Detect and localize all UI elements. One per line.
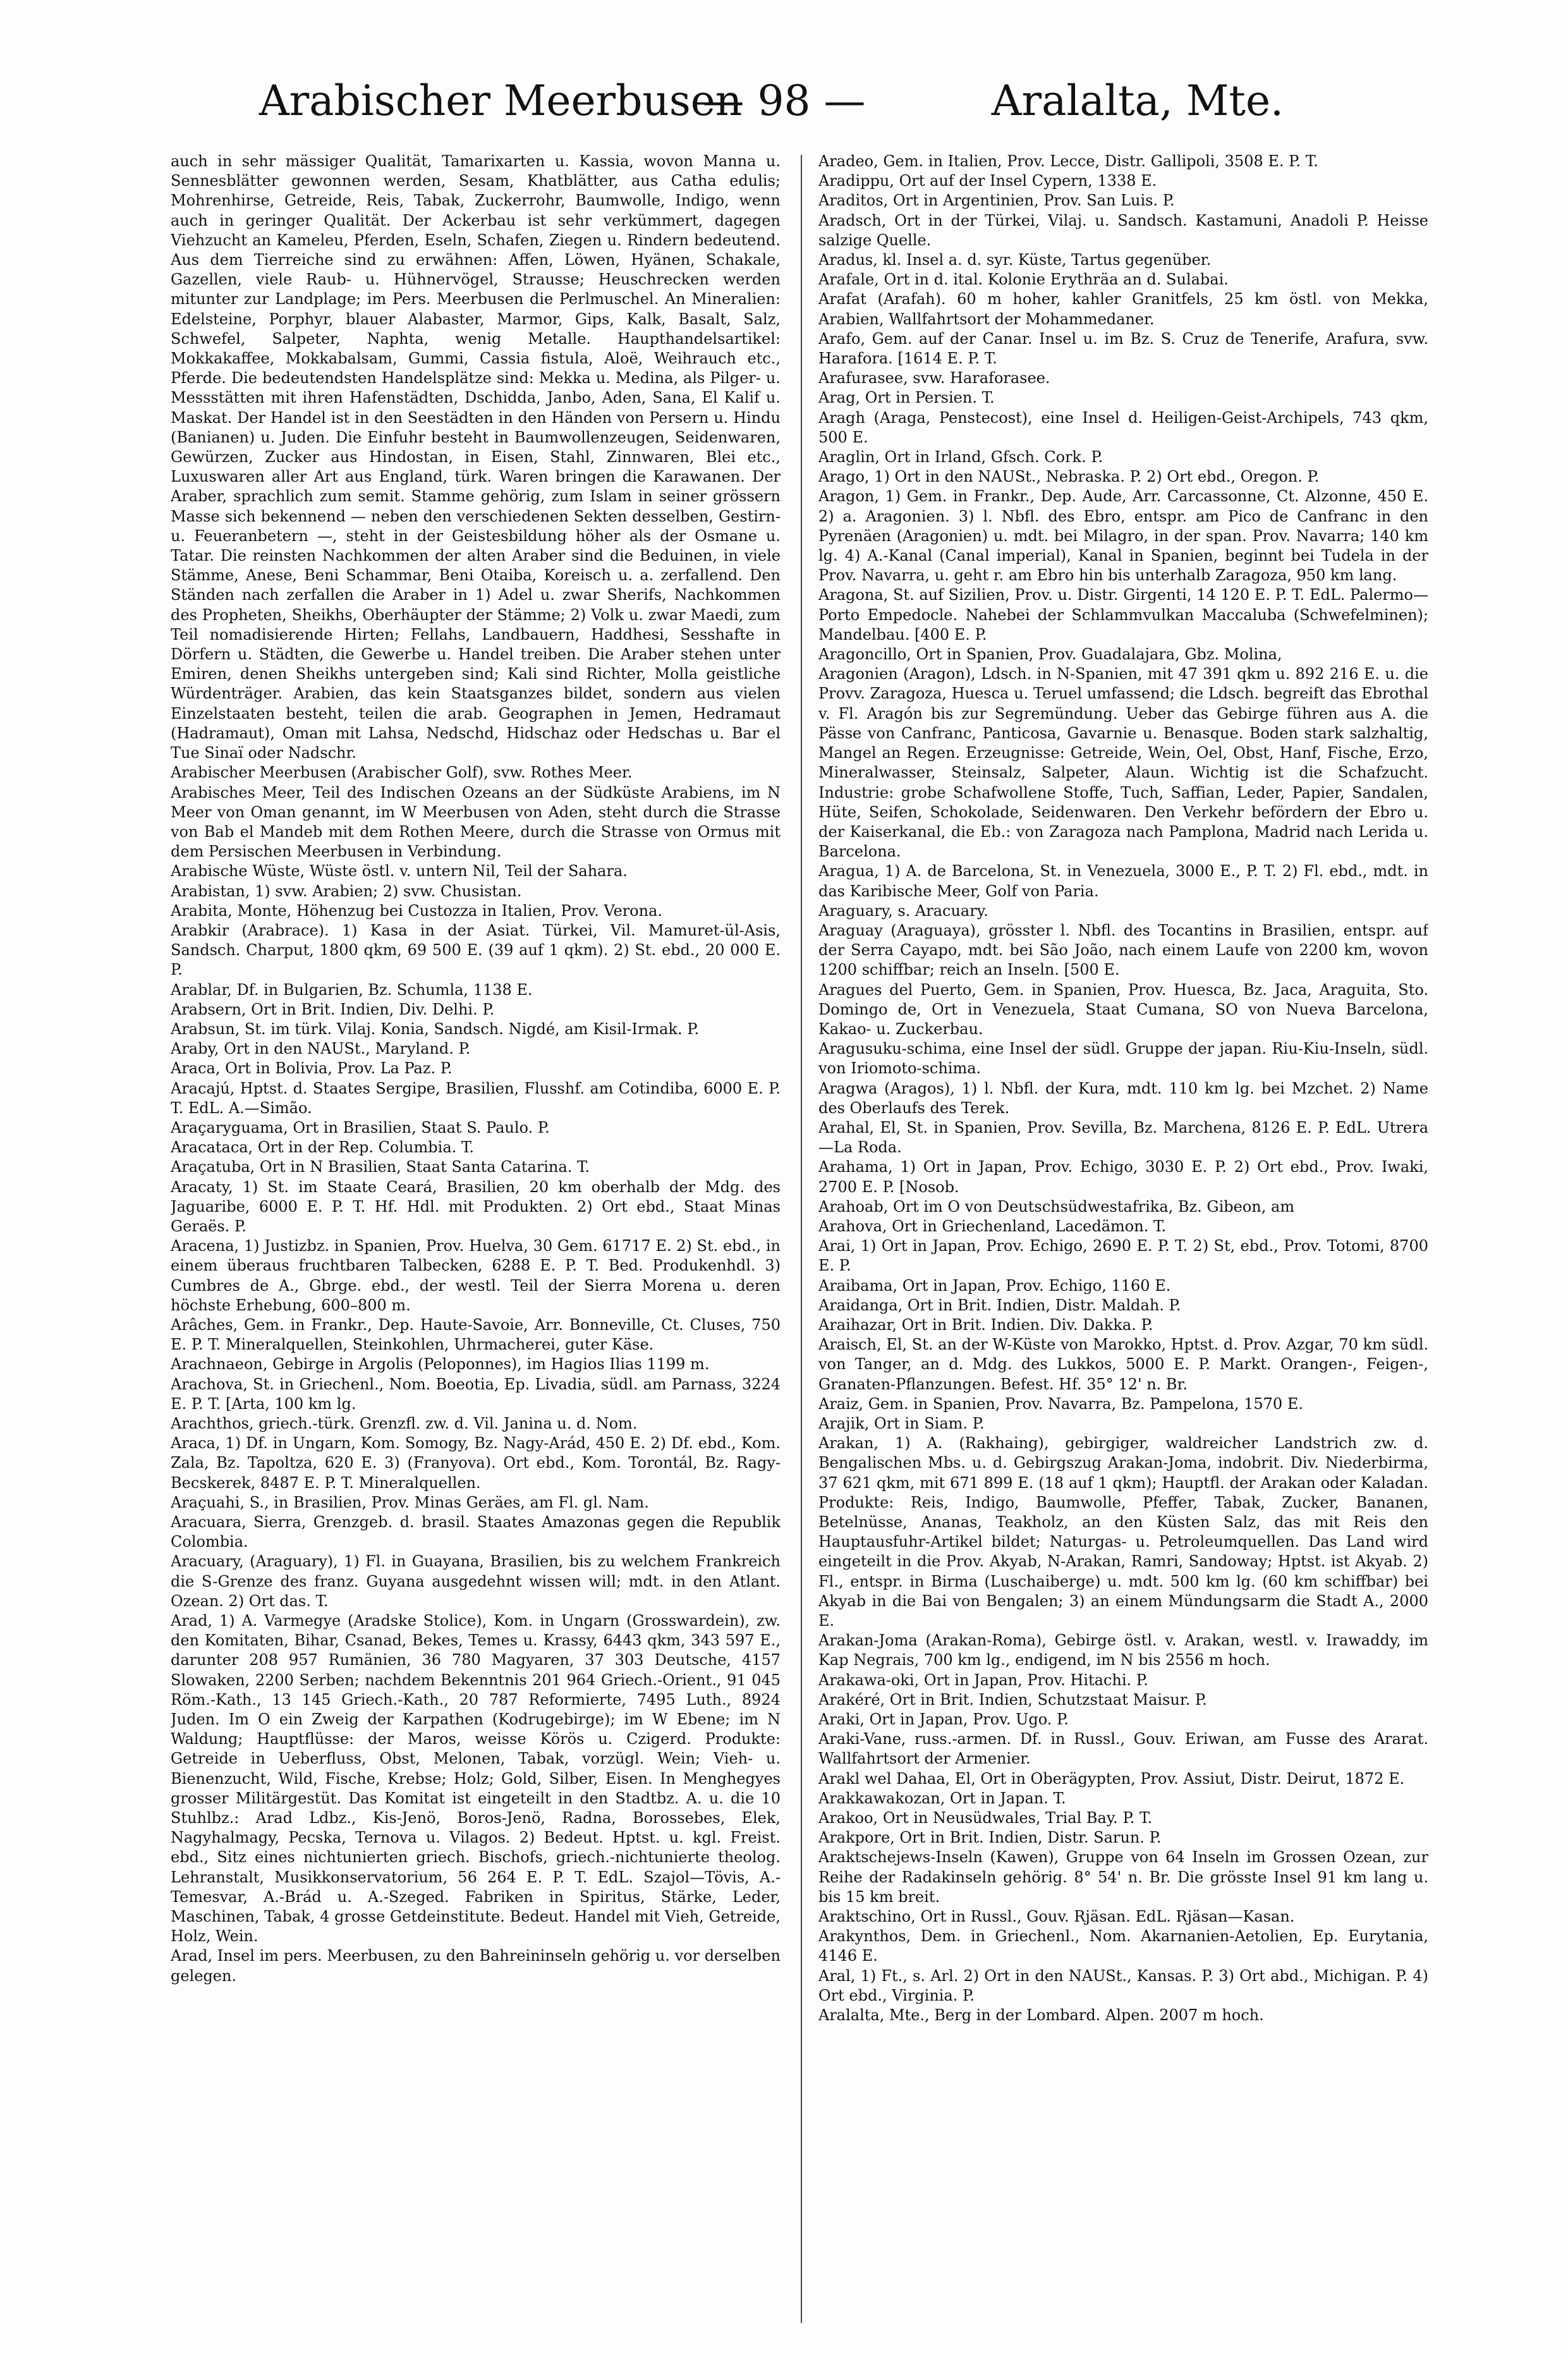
left-column (171, 152, 781, 2339)
dictionary-entry: Arakan, 1) A. (Rakhaing), gebirgiger, waldreicher Landstrich zw. d. Bengalischen Mbs. u. d. Gebirgszug Arakan-Joma, indobrit. Div. Niederbirma, 37 621 qkm, mit 671 899 E. (18 auf 1 qkm); Hauptfl. der Arakan oder Kaladan. Produkte: Reis, Indigo, Baumwolle, Pfeffer, Tabak, Zucker, Bananen, Betelnüsse, Ananas, Teakholz, an den Küsten Salz, das mit Reis den Hauptausfuhr-Artikel bildet; Naturgas- u. Petroleumquellen. Das Land wird eingeteilt in die Prov. Akyab, N-Arakan, Ramri, Sandoway; Hptst. ist Akyab. 2) Fl., entspr. in Birma (Luschaiberge) u. mdt. 500 km lg. (60 km schiffbar) bei Akyab in die Bai von Bengalen; 3) an einem Mündungsarm die Stadt A., 2000 E. (818, 1434, 1428, 1630)
dictionary-entry: Arahal, El, St. in Spanien, Prov. Sevilla, Bz. Marchena, 8126 E. P. EdL. Utrera—La Roda. (818, 1118, 1428, 1157)
dictionary-entry: Araguay (Araguaya), grösster l. Nbfl. des Tocantins in Brasilien, entspr. auf der Serra Cayapo, mdt. bei São João, nach einem Laufe von 2200 km, wovon 1200 schiffbar; reich an Inseln. [500 E. (818, 921, 1428, 979)
dictionary-entry: auch in sehr mässiger Qualität, Tamarixarten u. Kassia, wovon Manna u. Sennesblätter gewonnen werden, Sesam, Khatblätter, aus Catha edulis; Mohrenhirse, Getreide, Reis, Tabak, Zuckerrohr, Baumwolle, Indigo, wenn auch in geringer Qualität. Der Ackerbau ist sehr verkümmert, dagegen Viehzucht an Kameleu, Pferden, Eseln, Schafen, Ziegen u. Rindern bedeutend. Aus dem Tierreiche sind zu erwähnen: Affen, Löwen, Hyänen, Schakale, Gazellen, viele Raub- u. Hühnervögel, Strausse; Heuschrecken werden mitunter zur Landplage; im Pers. Meerbusen die Perlmuschel. An Mineralien: Edelsteine, Porphyr, blauer Alabaster, Marmor, Gips, Kalk, Basalt, Salz, Schwefel, Salpeter, Naphta, wenig Metalle. Haupthandelsartikel: Mokkakaffee, Mokkabalsam, Gummi, Cassia fistula, Aloë, Weihrauch etc., Pferde. Die bedeutendsten Handelsplätze sind: Mekka u. Medina, als Pilger- u. Messstätten mit ihren Hafenstädten, Dschidda, Janbo, Aden, Sana, El Kalif u. Maskat. Der Handel ist in den Seestädten in den Händen von Persern u. Hindu (Banianen) u. Juden. Die Einfuhr besteht in Baumwollenzeugen, Seidenwaren, Gewürzen, Zucker aus Hindostan, in Eisen, Stahl, Zinnwaren, Blei etc., Luxuswaren aller Art aus England, türk. Waren bringen die Karawanen. Der Araber, sprachlich zum semit. Stamme gehörig, zum Islam in seiner grössern Masse sich bekennend — neben den verschiedenen Sekten desselben, Gestirn- u. Feueranbetern —, steht in der Geistesbildung höher als der Osmane u. Tatar. Die reinsten Nachkommen der alten Araber sind die Beduinen, in viele Stämme, Anese, Beni Schammar, Beni Otaiba, Koreisch u. a. zerfallend. Den Ständen nach zerfallen die Araber in 1) Adel u. zwar Sherifs, Nachkommen des Propheten, Sheikhs, Oberhäupter der Stämme; 2) Volk u. zwar Maedi, zum Teil nomadisierende Hirten; Fellahs, Landbauern, Haddhesi, Sesshafte in Dörfern u. Städten, die Gewerbe u. Handel treiben. Die Araber stehen unter Emiren, denen Sheikhs untergeben sind; Kali sind Richter, Molla geistliche Würdenträger. Arabien, das kein Staatsganzes bildet, sondern aus vielen Einzelstaaten besteht, teilen die arab. Geographen in Jemen, Hedramaut (Hadramaut), Oman mit Lahsa, Nedschd, Hidschaz oder Hedschas u. Bar el Tue Sinaï oder Nadschr. (171, 152, 781, 762)
dictionary-entry: Aralalta, Mte., Berg in der Lombard. Alpen. 2007 m hoch. (818, 2006, 1264, 2025)
dictionary-entry: Arabita, Monte, Höhenzug bei Custozza in Italien, Prov. Verona. (171, 901, 663, 920)
dictionary-entry: Arafat (Arafah). 60 m hoher, kahler Granitfels, 25 km östl. von Mekka, Arabien, Wallfahrtsort der Mohammedaner. (818, 290, 1428, 328)
dictionary-entry: Araca, 1) Df. in Ungarn, Kom. Somogy, Bz. Nagy-Arád, 450 E. 2) Df. ebd., Kom. Zala, Bz. Tapoltza, 620 E. 3) (Franyova). Ort ebd., Kom. Torontál, Bz. Ragy-Becskerek, 8487 E. P. T. Mineralquellen. (171, 1434, 781, 1492)
dictionary-entry: Arakpore, Ort in Brit. Indien, Distr. Sarun. P. (818, 1829, 1162, 1847)
dictionary-entry: Araki, Ort in Japan, Prov. Ugo. P. (818, 1710, 1069, 1729)
header-left-catchword: Arabischer Meerbusen (259, 76, 743, 125)
dictionary-entry: Aragoncillo, Ort in Spanien, Prov. Guadalajara, Gbz. Molina, (818, 645, 1282, 664)
dictionary-entry: Arachova, St. in Griechenl., Nom. Boeotia, Ep. Livadia, südl. am Parnass, 3224 E. P. T. [Arta, 100 km lg. (171, 1375, 781, 1413)
dictionary-entry: Aracataca, Ort in der Rep. Columbia. T. (171, 1138, 474, 1157)
dictionary-entry: Arâches, Gem. in Frankr., Dep. Haute-Savoie, Arr. Bonneville, Ct. Cluses, 750 E. P. T. Mineralquellen, Steinkohlen, Uhrmacherei, guter Käse. (171, 1315, 781, 1354)
dictionary-entry: Araglin, Ort in Irland, Gfsch. Cork. P. (818, 448, 1103, 466)
dictionary-entry: Arabistan, 1) svw. Arabien; 2) svw. Chusistan. (171, 882, 522, 900)
dictionary-entry: Aragusuku-schima, eine Insel der südl. Gruppe der japan. Riu-Kiu-Inseln, südl. von Iriomoto-schima. (818, 1040, 1428, 1078)
dictionary-entry: Aracena, 1) Justizbz. in Spanien, Prov. Huelva, 30 Gem. 61717 E. 2) St. ebd., in einem überaus fruchtbaren Talbecken, 6288 E. P. T. Bed. Produkenhdl. 3) Cumbres de A., Gbrge. ebd., der westl. Teil der Sierra Morena u. deren höchste Erhebung, 600–800 m. (171, 1237, 781, 1314)
page-number: — 98 — (702, 76, 866, 125)
dictionary-entry: Arachnaeon, Gebirge in Argolis (Peloponnes), im Hagios Ilias 1199 m. (171, 1355, 710, 1374)
dictionary-entry: Araditos, Ort in Argentinien, Prov. San Luis. P. (818, 192, 1175, 210)
dictionary-entry: Aragwa (Aragos), 1) l. Nbfl. der Kura, mdt. 110 km lg. bei Mzchet. 2) Name des Oberlaufs des Terek. (818, 1079, 1428, 1117)
dictionary-entry: Aral, 1) Ft., s. Arl. 2) Ort in den NAUSt., Kansas. P. 3) Ort abd., Michigan. P. 4) Ort ebd., Virginia. P. (818, 1966, 1428, 2004)
dictionary-entry: Arahama, 1) Ort in Japan, Prov. Echigo, 3030 E. P. 2) Ort ebd., Prov. Iwaki, 2700 E. P. [Nosob. (818, 1158, 1428, 1196)
dictionary-entry: Aragon, 1) Gem. in Frankr., Dep. Aude, Arr. Carcassonne, Ct. Alzonne, 450 E. 2) a. Aragonien. 3) l. Nbfl. des Ebro, entspr. am Pico de Canfranc in den Pyrenäen (Aragonien) u. mdt. bei Milagro, in der span. Prov. Navarra; 140 km lg. 4) A.-Kanal (Canal imperial), Kanal in Spanien, beginnt bei Tudela in der Prov. Navarra, u. geht r. am Ebro hin bis unterhalb Zaragoza, 950 km lang. (818, 487, 1428, 585)
dictionary-entry: Arabische Wüste, Wüste östl. v. untern Nil, Teil der Sahara. (171, 862, 628, 881)
dictionary-entry: Aradeo, Gem. in Italien, Prov. Lecce, Distr. Gallipoli, 3508 E. P. T. (818, 152, 1318, 170)
dictionary-entry: Arago, 1) Ort in den NAUSt., Nebraska. P. 2) Ort ebd., Oregon. P. (818, 468, 1320, 486)
dictionary-entry: Araby, Ort in den NAUSt., Maryland. P. (171, 1040, 471, 1058)
right-column (818, 152, 1428, 2339)
dictionary-entry: Araguary, s. Aracuary. (818, 901, 988, 920)
text-columns (171, 152, 1435, 2339)
dictionary-entry: Arad, 1) A. Varmegye (Aradske Stolice), Kom. in Ungarn (Grosswardein), zw. den Komitaten, Bihar, Csanad, Bekes, Temes u. Krassy, 6443 qkm, 343 597 E., darunter 208 957 Rumänien, 36 780 Magyaren, 37 303 Deutsche, 4157 Slowaken, 2200 Serben; nachdem Bekenntnis 201 964 Griech.-Orient., 91 045 Röm.-Kath., 13 145 Griech.-Kath., 20 787 Reformierte, 7495 Luth., 8924 Juden. Im O ein Zweig der Karpathen (Kodrugebirge); im W Ebene; im N Waldung; Hauptflüsse: der Maros, weisse Körös u. Czigerd. Produkte: Getreide in Ueberfluss, Obst, Melonen, Tabak, vorzügl. Wein; Vieh- u. Bienenzucht, Wild, Fische, Krebse; Holz; Gold, Silber, Eisen. In Menghegyes grosser Militärgestüt. Das Komitat ist eingeteilt in den Stadtbz. A. u. die 10 Stuhlbz.: Arad Ldbz., Kis-Jenö, Boros-Jenö, Radna, Borossebes, Elek, Nagyhalmagy, Pecska, Ternova u. Vilagos. 2) Bedeut. Hptst. u. kgl. Freist. ebd., Sitz eines nichtunierten griech. Bischofs, griech.-nichtunierte theolog. Lehranstalt, Musikkonservatorium, 56 264 E. P. T. EdL. Szajol—Tövis, A.-Temesvar, A.-Brád u. A.-Szeged. Fabriken in Spiritus, Stärke, Leder, Maschinen, Tabak, 4 grosse Getdeinstitute. Bedeut. Handel mit Vieh, Getreide, Holz, Wein. (171, 1612, 781, 1946)
dictionary-entry: Araktschino, Ort in Russl., Gouv. Rjäsan. EdL. Rjäsan—Kasan. (818, 1908, 1295, 1926)
dictionary-entry: Arai, 1) Ort in Japan, Prov. Echigo, 2690 E. P. T. 2) St, ebd., Prov. Totomi, 8700 E. P. (818, 1237, 1428, 1275)
dictionary-entry: Arabsun, St. im türk. Vilaj. Konia, Sandsch. Nigdé, am Kisil-Irmak. P. (171, 1020, 700, 1038)
column-divider (801, 155, 802, 2323)
dictionary-entry: Arakéré, Ort in Brit. Indien, Schutzstaat Maisur. P. (818, 1690, 1207, 1709)
dictionary-entry: Arakl wel Dahaa, El, Ort in Oberägypten, Prov. Assiut, Distr. Deirut, 1872 E. (818, 1769, 1405, 1788)
dictionary-entry: Arabkir (Arabrace). 1) Kasa in der Asiat. Türkei, Vil. Mamuret-ül-Asis, Sandsch. Charput, 1800 qkm, 69 500 E. (39 auf 1 qkm). 2) St. ebd., 20 000 E. P. (171, 921, 781, 979)
dictionary-entry: Araidanga, Ort in Brit. Indien, Distr. Maldah. P. (818, 1296, 1181, 1314)
dictionary-entry: Arahova, Ort in Griechenland, Lacedämon. T. (818, 1217, 1167, 1235)
dictionary-entry: Aracuary, (Araguary), 1) Fl. in Guayana, Brasilien, bis zu welchem Frankreich die S-Grenze des franz. Guyana ausgedehnt wissen will; mdt. in den Atlant. Ozean. 2) Ort das. T. (171, 1552, 781, 1610)
dictionary-entry: Araiz, Gem. in Spanien, Prov. Navarra, Bz. Pampelona, 1570 E. (818, 1394, 1303, 1413)
dictionary-entry: Araisch, El, St. an der W-Küste von Marokko, Hptst. d. Prov. Azgar, 70 km südl. von Tanger, an d. Mdg. des Lukkos, 5000 E. P. Markt. Orangen-, Feigen-, Granaten-Pflanzungen. Befest. Hf. 35° 12' n. Br. (818, 1336, 1428, 1393)
dictionary-entry: Aradsch, Ort in der Türkei, Vilaj. u. Sandsch. Kastamuni, Anadoli P. Heisse salzige Quelle. (818, 211, 1428, 249)
dictionary-entry: Arafo, Gem. auf der Canar. Insel u. im Bz. S. Cruz de Tenerife, Arafura, svw. Harafora. [1614 E. P. T. (818, 329, 1428, 368)
dictionary-entry: Araibama, Ort in Japan, Prov. Echigo, 1160 E. (818, 1276, 1171, 1295)
dictionary-entry: Arajik, Ort in Siam. P. (818, 1415, 985, 1432)
dictionary-entry: Arakynthos, Dem. in Griechenl., Nom. Akarnanien-Aetolien, Ep. Eurytania, 4146 E. (818, 1927, 1428, 1965)
dictionary-entry: Araki-Vane, russ.-armen. Df. in Russl., Gouv. Eriwan, am Fusse des Ararat. Wallfahrtsort der Armenier. (818, 1730, 1428, 1768)
dictionary-entry: Aracaty, 1) St. im Staate Ceará, Brasilien, 20 km oberhalb der Mdg. des Jaguaribe, 6000 E. P. T. Hf. Hdl. mit Produkten. 2) Ort ebd., Staat Minas Geraës. P. (171, 1178, 781, 1235)
dictionary-entry: Aradippu, Ort auf der Insel Cypern, 1338 E. (818, 172, 1157, 190)
dictionary-entry: Araktschejews-Inseln (Kawen), Gruppe von 64 Inseln im Grossen Ozean, zur Reihe der Radakinseln gehörig. 8° 54' n. Br. Die grösste Insel 91 km lang u. bis 15 km breit. (818, 1848, 1428, 1906)
dictionary-entry: Arahoab, Ort im O von Deutschsüdwestafrika, Bz. Gibeon, am (818, 1197, 1295, 1216)
dictionary-entry: Aragh (Araga, Penstecost), eine Insel d. Heiligen-Geist-Archipels, 743 qkm, 500 E. (818, 408, 1428, 446)
dictionary-entry: Arabsern, Ort in Brit. Indien, Div. Delhi. P. (171, 1000, 495, 1018)
dictionary-entry: Arakkawakozan, Ort in Japan. T. (818, 1789, 1066, 1807)
dictionary-entry: Aragues del Puerto, Gem. in Spanien, Prov. Huesca, Bz. Jaca, Araguita, Sto. Domingo de, Ort in Venezuela, Staat Cumana, SO von Nueva Barcelona, Kakao- u. Zuckerbau. (818, 980, 1428, 1038)
dictionary-entry: Araçaryguama, Ort in Brasilien, Staat S. Paulo. P. (171, 1118, 550, 1137)
dictionary-entry: Arachthos, griech.-türk. Grenzfl. zw. d. Vil. Janina u. d. Nom. (171, 1415, 638, 1432)
dictionary-entry: Arabischer Meerbusen (Arabischer Golf), svw. Rothes Meer. (171, 764, 633, 782)
dictionary-entry: Araihazar, Ort in Brit. Indien. Div. Dakka. P. (818, 1315, 1153, 1334)
dictionary-entry: Araçuahi, S., in Brasilien, Prov. Minas Geräes, am Fl. gl. Nam. (171, 1493, 649, 1511)
dictionary-entry: Araçatuba, Ort in N Brasilien, Staat Santa Catarina. T. (171, 1158, 590, 1176)
dictionary-entry: Arabisches Meer, Teil des Indischen Ozeans an der Südküste Arabiens, im N Meer von Oman genannt, im W Meerbusen von Aden, steht durch die Strasse von Bab el Mandeb mit dem Rothen Meere, durch die Strasse von Ormus mit dem Persischen Meerbusen in Verbindung. (171, 783, 781, 861)
dictionary-entry: Arag, Ort in Persien. T. (818, 389, 995, 407)
dictionary-entry: Arakawa-oki, Ort in Japan, Prov. Hitachi. P. (818, 1671, 1148, 1689)
dictionary-entry: Aragonien (Aragon), Ldsch. in N-Spanien, mit 47 391 qkm u. 892 216 E. u. die Provv. Zaragoza, Huesca u. Teruel umfassend; die Ldsch. begreift das Ebrothal v. Fl. Aragón bis zur Segremündung. Ueber das Gebirge führen aus A. die Pässe von Canfranc, Panticosa, Gavarnie u. Benasque. Boden stark salzhaltig, Mangel an Regen. Erzeugnisse: Getreide, Wein, Oel, Obst, Hanf, Fische, Erzo, Mineralwasser, Steinsalz, Salpeter, Alaun. Wichtig ist die Schafzucht. Industrie: grobe Schafwollene Stoffe, Tuch, Saffian, Leder, Papier, Sandalen, Hüte, Seifen, Schokolade, Seidenwaren. Den Verkehr befördern der Ebro u. der Kaiserkanal, die Eb.: von Zaragoza nach Pamplona, Madrid nach Lerida u. Barcelona. (818, 665, 1428, 861)
dictionary-entry: Aradus, kl. Insel a. d. syr. Küste, Tartus gegenüber. (818, 251, 1212, 269)
dictionary-entry: Aragona, St. auf Sizilien, Prov. u. Distr. Girgenti, 14 120 E. P. T. EdL. Palermo—Porto Empedocle. Nahebei der Schlammvulkan Maccaluba (Schwefelminen); Mandelbau. [400 E. P. (818, 586, 1428, 643)
dictionary-entry: Arafurasee, svw. Haraforasee. (818, 369, 1050, 387)
page-header (0, 63, 1568, 139)
dictionary-entry: Arablar, Df. in Bulgarien, Bz. Schumla, 1138 E. (171, 980, 533, 999)
dictionary-entry: Arafale, Ort in d. ital. Kolonie Erythräa an d. Sulabai. (818, 271, 1229, 289)
dictionary-entry: Aragua, 1) A. de Barcelona, St. in Venezuela, 3000 E., P. T. 2) Fl. ebd., mdt. in das Karibische Meer, Golf von Paria. (818, 862, 1428, 900)
dictionary-entry: Aracuara, Sierra, Grenzgeb. d. brasil. Staates Amazonas gegen die Republik Colombia. (171, 1513, 781, 1551)
dictionary-entry: Aracajú, Hptst. d. Staates Sergipe, Brasilien, Flusshf. am Cotindiba, 6000 E. P. T. EdL. A.—Simão. (171, 1079, 781, 1117)
dictionary-entry: Araca, Ort in Bolivia, Prov. La Paz. P. (171, 1059, 453, 1078)
header-right-catchword: Aralalta, Mte. (991, 76, 1284, 125)
dictionary-entry: Arad, Insel im pers. Meerbusen, zu den Bahreininseln gehörig u. vor derselben gelegen. (171, 1947, 781, 1985)
dictionary-entry: Arakoo, Ort in Neusüdwales, Trial Bay. P. T. (818, 1809, 1153, 1827)
dictionary-entry: Arakan-Joma (Arakan-Roma), Gebirge östl. v. Arakan, westl. v. Irawaddy, im Kap Negrais, 700 km lg., endigend, im N bis 2556 m hoch. (818, 1631, 1428, 1669)
